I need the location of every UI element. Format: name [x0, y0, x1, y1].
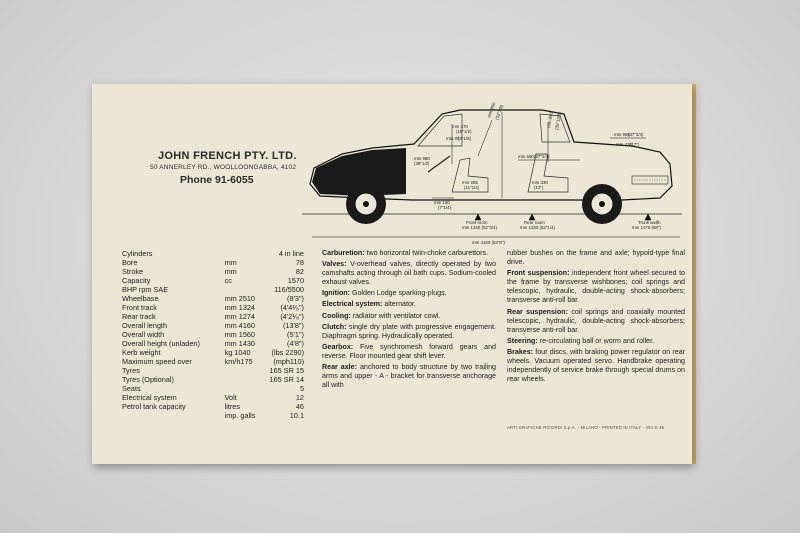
dim-285-in: (11"1/4) — [464, 185, 480, 190]
rear-wheel — [582, 184, 622, 224]
spec-unit: litres — [224, 402, 240, 411]
paragraph-heading: Steering: — [507, 336, 538, 345]
spec-value: (13'8") — [282, 321, 304, 330]
spec-row — [122, 357, 304, 366]
spec-paragraph — [322, 363, 496, 390]
spec-value: 165 SR 15 — [269, 366, 304, 375]
spec-row — [122, 294, 304, 303]
rear-room-label: Rear room — [524, 220, 545, 225]
spec-row — [122, 249, 304, 258]
spec-unit: mm 1430 — [224, 339, 255, 348]
spec-paragraph — [322, 260, 496, 287]
paragraph-heading: Carburetion: — [322, 249, 365, 257]
dim-190: mm 190 — [434, 200, 450, 205]
front-room-label: Front room — [466, 220, 488, 225]
spec-row — [122, 339, 304, 348]
tech-column-3 — [507, 249, 685, 386]
spec-label: Seats — [122, 384, 141, 393]
spec-row — [122, 330, 304, 339]
spec-value: (lbs 2290) — [271, 348, 304, 357]
spec-paragraph — [322, 300, 496, 309]
tech-column-2 — [322, 249, 496, 392]
spec-value: 46 — [295, 402, 304, 411]
paragraph-text: rubber bushes on the frame and axle; hypoid-type final drive. — [507, 249, 685, 267]
dim-80: mm 80 — [446, 136, 460, 141]
paragraph-text: single dry plate with progressive engagement. Diaphragm spring. Hydraulically operated. — [322, 322, 496, 340]
front-wheel — [346, 184, 386, 224]
spec-label: Cylinders — [122, 249, 153, 258]
spec-paragraph — [322, 249, 496, 258]
spec-paragraph — [507, 269, 685, 305]
paragraph-text: Five synchromesh forward gears and reverse. Floor mounted gear shift lever. — [322, 342, 496, 360]
spec-label: Capacity — [122, 276, 151, 285]
dim-980-in: (38"1/2) — [414, 161, 430, 166]
spec-row — [122, 321, 304, 330]
spec-label: Electrical system — [122, 393, 177, 402]
paragraph-heading: Cooling: — [322, 311, 351, 320]
paragraph-text: anchored to body structure by two trailing arms and upper - A - bracket for transverse anchorage all with — [322, 363, 496, 390]
paragraph-text: V-overhead valves, directly operated by two camshafts acting through oil bath cups. Sodium-cooled exhaust valves. — [322, 260, 496, 287]
dim-960: mm 960 — [614, 132, 630, 137]
dim-860-in: (33"7/8) — [494, 104, 505, 121]
spec-table — [122, 249, 304, 420]
spec-row — [122, 312, 304, 321]
dealer-address: 50 ANNERLEY RD., WOOLLOONGABBA, 4102 — [150, 164, 297, 171]
overall-length-dim: mm 4160 (53"8") — [472, 240, 505, 245]
spec-paragraph — [322, 343, 496, 361]
paragraph-text: four discs, with braking power regulator on rear wheels. Vacuum operated servo. Handbrake operating independently of service brake through special drums on rear wheels. — [507, 347, 685, 384]
spec-unit — [225, 366, 259, 375]
spec-label: Kerb weight — [122, 348, 161, 357]
spec-label: Tyres (Optional) — [122, 375, 174, 384]
paragraph-heading: Front suspension: — [507, 269, 570, 278]
spec-value: (8'3") — [287, 294, 304, 303]
trunk-width-value: mm 1470 (58") — [632, 225, 661, 230]
spec-unit — [225, 384, 259, 393]
spec-label: Maximum speed over — [122, 357, 192, 366]
spec-row — [122, 375, 304, 384]
spec-unit: imp. galls — [224, 411, 256, 420]
paragraph-heading: Valves: — [322, 260, 347, 269]
dim-285: mm 285 — [462, 180, 478, 185]
paragraph-text: re-circulating ball or worm and roller. — [537, 336, 655, 345]
spec-unit: mm — [224, 267, 237, 276]
paragraph-text: Golden Lodge sparking-plugs. — [349, 289, 447, 298]
spec-paragraph — [507, 337, 685, 346]
spec-label: Overall length — [122, 321, 168, 330]
spec-row — [122, 402, 304, 411]
trunk-width-label: Trunk width — [638, 220, 661, 225]
dim-690-in: (27"1/4) — [534, 154, 550, 159]
dim-190-in: (7"1/4) — [438, 205, 452, 210]
spec-value: (5'1") — [287, 330, 304, 339]
spec-row — [122, 258, 304, 267]
spec-unit: mm — [224, 258, 237, 267]
spec-value: (mph110) — [273, 357, 304, 366]
spec-card — [92, 84, 692, 464]
spec-row — [122, 276, 304, 285]
spec-label: Stroke — [122, 267, 144, 276]
spec-unit: mm 1324 — [224, 303, 255, 312]
spec-row — [122, 366, 304, 375]
spec-value: 12 — [295, 393, 304, 402]
spec-paragraph — [322, 323, 496, 341]
dim-890-in: (35"1/16) — [554, 111, 563, 131]
spec-value: 82 — [295, 267, 304, 276]
spec-row — [122, 303, 304, 312]
spec-value: (4'8") — [287, 339, 304, 348]
car-cutaway-drawing — [302, 102, 688, 252]
dealer-phone: Phone 91-6055 — [180, 174, 254, 186]
spec-unit: cc — [224, 276, 232, 285]
spec-value: 116/5500 — [274, 285, 304, 294]
paragraph-heading: Rear suspension: — [507, 307, 568, 316]
spec-row — [122, 411, 304, 420]
dim-430: mm 430 — [616, 142, 632, 147]
paragraph-heading: Clutch: — [322, 322, 347, 331]
spec-unit: kg 1040 — [224, 348, 251, 357]
dim-330-in: (13") — [534, 185, 544, 190]
dim-80-in: (3"1/8) — [458, 136, 472, 141]
rear-room-value: mm 1330 (52"1/4) — [520, 225, 555, 230]
dim-980: mm 980 — [414, 156, 430, 161]
spec-row — [122, 348, 304, 357]
spec-unit: mm 2510 — [224, 294, 255, 303]
spec-row — [122, 285, 304, 294]
spec-label: Bore — [122, 258, 138, 267]
spec-label: Rear track — [122, 312, 156, 321]
spec-label: Overall width — [122, 330, 165, 339]
paragraph-text: independent front wheel secured to the frame by transverse wishbones; coil springs and telescopic, hydraulic, double-acting shock-absorbers; transverse anti-roll bar. — [507, 269, 686, 305]
spec-unit — [225, 249, 259, 258]
spec-label: BHP rpm SAE — [122, 285, 169, 294]
dim-330: mm 330 — [532, 180, 548, 185]
paragraph-heading: Brakes: — [507, 347, 534, 356]
front-room-value: mm 1340 (52"3/4) — [462, 225, 497, 230]
spec-row — [122, 267, 304, 276]
spec-label: Wheelbase — [122, 294, 159, 303]
dim-430-in: (17") — [630, 142, 640, 147]
spec-unit: mm 1274 — [224, 312, 255, 321]
spec-paragraph — [322, 289, 496, 298]
spec-label: Tyres — [122, 366, 140, 375]
dim-960-in: (37"3/4) — [628, 132, 644, 137]
paragraph-text: two horizontal twin-choke carburettors. — [364, 249, 488, 257]
spec-value: (4'2¹⁄₈") — [280, 312, 304, 321]
dim-470: mm 470 — [452, 124, 468, 129]
spec-value: 78 — [295, 258, 304, 267]
spec-label: Petrol tank capacity — [122, 402, 186, 411]
spec-unit: Volt — [224, 393, 237, 402]
paragraph-heading: Gearbox: — [322, 342, 354, 351]
dim-470-in: (18"1/2) — [456, 129, 472, 134]
spec-label — [122, 411, 225, 420]
dim-860: mm 860 — [486, 102, 497, 119]
paragraph-text: coil springs and coaxially mounted telescopic, hydraulic, double-acting shock-absorbers; transverse anti-roll bar. — [507, 307, 685, 334]
dealer-name: JOHN FRENCH PTY. LTD. — [158, 150, 297, 162]
paragraph-text: radiator with ventilator cowl. — [350, 311, 441, 320]
spec-value: 165 SR 14 — [269, 375, 304, 384]
spec-label: Front track — [122, 303, 157, 312]
paragraph-heading: Ignition: — [322, 289, 350, 298]
spec-unit — [225, 375, 259, 384]
spec-paragraph — [322, 312, 496, 321]
spec-value: 1570 — [287, 276, 304, 285]
spec-unit: km/h175 — [224, 357, 253, 366]
paragraph-heading: Electrical system: — [322, 300, 383, 309]
spec-unit: mm 1560 — [224, 330, 255, 339]
spec-paragraph — [507, 249, 685, 267]
paragraph-heading: Rear axle: — [322, 363, 357, 372]
spec-row — [122, 393, 304, 402]
spec-label: Overall height (unladen) — [122, 339, 200, 348]
spec-unit: mm 4160 — [224, 321, 255, 330]
spec-value: (4'4¹⁄₈") — [280, 303, 304, 312]
spec-value: 4 in line — [278, 249, 304, 258]
spec-paragraph — [507, 348, 685, 384]
spec-value: 10.1 — [289, 411, 304, 420]
printer-credit: ARTI GRAFICHE RICORDI S.p.A. - MILANO - PRINTED IN ITALY - 404 D 46 — [507, 425, 665, 430]
paragraph-text: alternator. — [382, 300, 416, 309]
spec-value: 5 — [299, 384, 304, 393]
dim-890: mm 890 — [546, 111, 554, 129]
spec-unit — [225, 285, 259, 294]
spec-paragraph — [507, 308, 685, 335]
spec-row — [122, 384, 304, 393]
dim-690: mm 690 — [518, 154, 534, 159]
